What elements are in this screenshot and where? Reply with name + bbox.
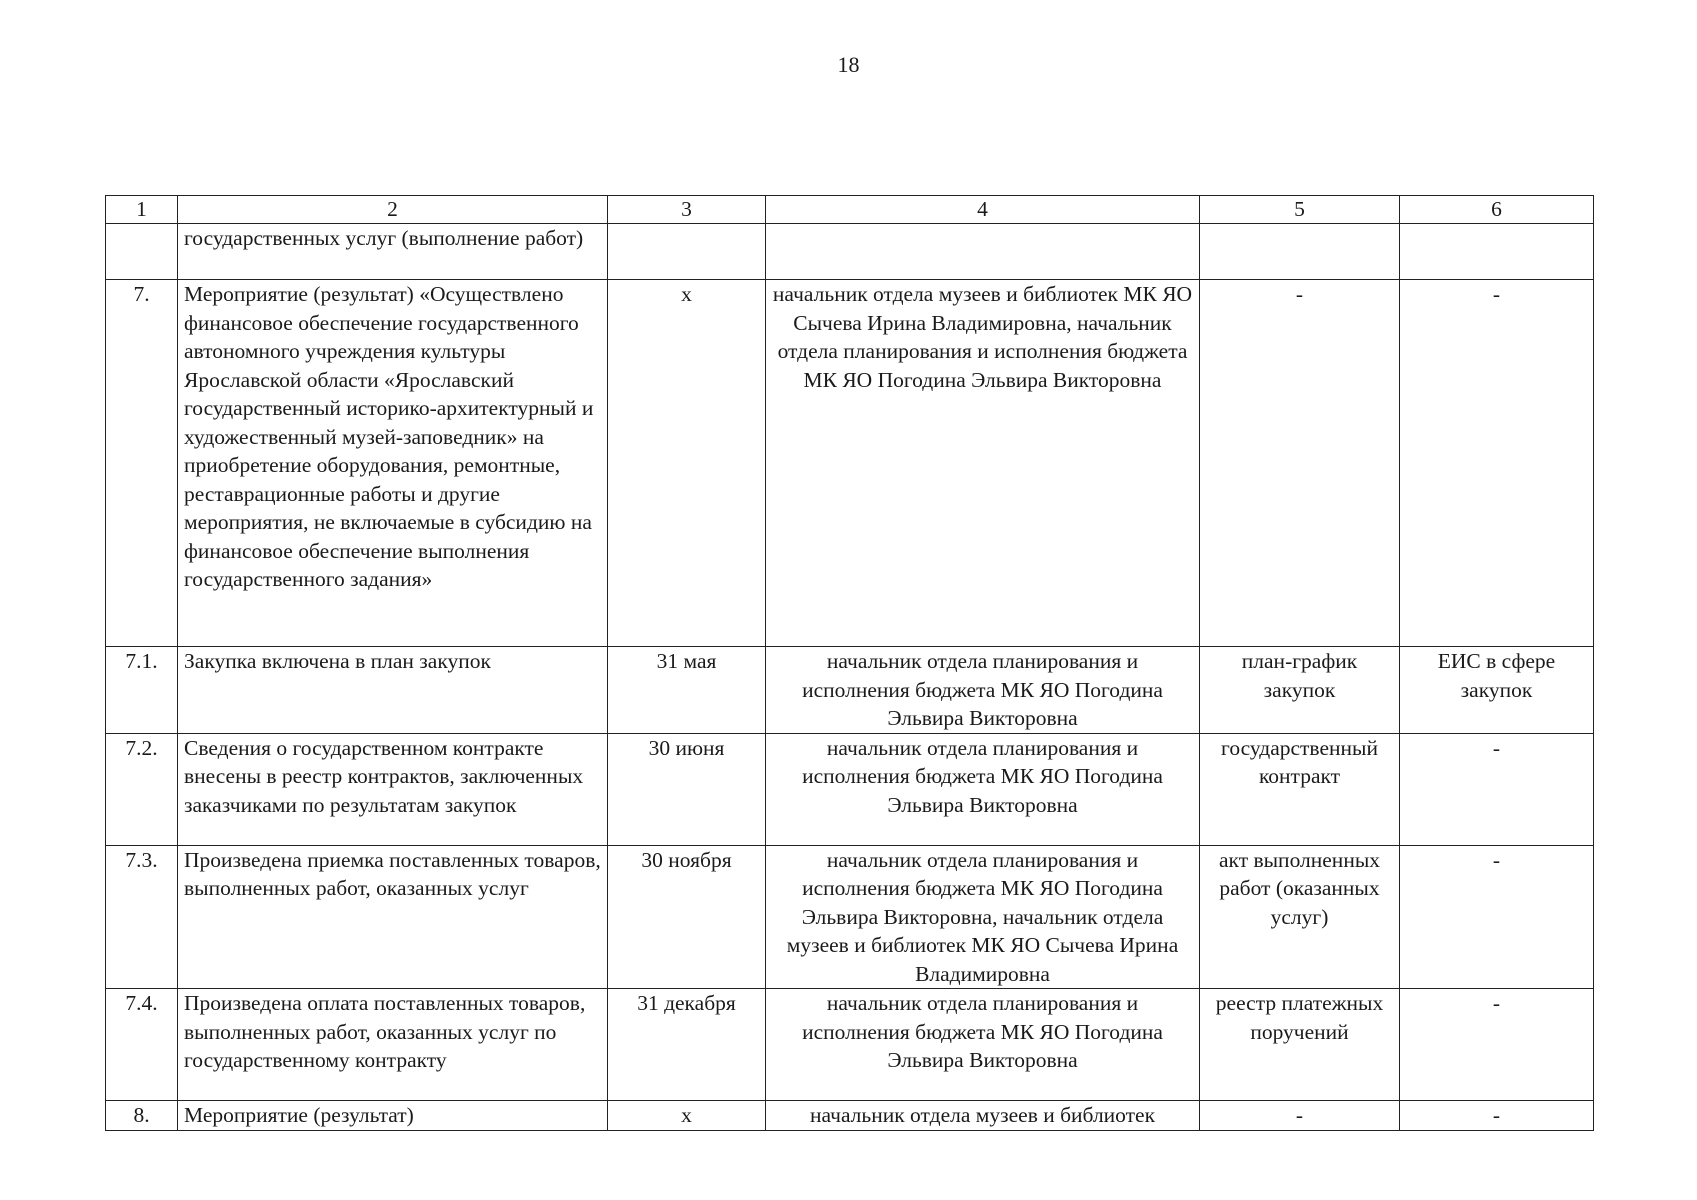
table-row — [106, 280, 1594, 647]
measure-name: Произведена оплата поставленных товаров, выполненных работ, оказанных услуг по государственному контракту — [178, 989, 608, 1101]
deadline: х — [608, 280, 766, 647]
info-system: ЕИС в сфере закупок — [1400, 647, 1594, 734]
header-row — [106, 196, 1594, 224]
measure-name: Закупка включена в план закупок — [178, 647, 608, 734]
deadline: 31 мая — [608, 647, 766, 734]
document-type: - — [1200, 280, 1400, 647]
column-header-4: 4 — [766, 196, 1200, 224]
responsible — [766, 224, 1200, 280]
deadline — [608, 224, 766, 280]
row-number: 8. — [106, 1101, 178, 1131]
column-header-3: 3 — [608, 196, 766, 224]
document-type: реестр платежных поручений — [1200, 989, 1400, 1101]
table-row — [106, 647, 1594, 734]
deadline: 30 июня — [608, 733, 766, 845]
measure-name: Мероприятие (результат) «Осуществлено финансовое обеспечение государственного автономного учреждения культуры Ярославской области «Ярославский государственный историко-архитектурный и художественный музей-заповедник» на приобретение оборудования, ремонтные, реставрационные работы и другие мероприятия, не включаемые в субсидию на финансовое обеспечение выполнения государственного задания» — [178, 280, 608, 647]
document-type: государственный контракт — [1200, 733, 1400, 845]
info-system: - — [1400, 1101, 1594, 1131]
deadline: х — [608, 1101, 766, 1131]
measure-name: Сведения о государственном контракте внесены в реестр контрактов, заключенных заказчиками по результатам закупок — [178, 733, 608, 845]
info-system: - — [1400, 989, 1594, 1101]
row-number: 7. — [106, 280, 178, 647]
deadline: 30 ноября — [608, 845, 766, 989]
row-number: 7.4. — [106, 989, 178, 1101]
row-number: 7.2. — [106, 733, 178, 845]
measure-name: Произведена приемка поставленных товаров, выполненных работ, оказанных услуг — [178, 845, 608, 989]
table-row — [106, 845, 1594, 989]
table-row — [106, 1101, 1594, 1131]
column-header-1: 1 — [106, 196, 178, 224]
info-system: - — [1400, 733, 1594, 845]
document-type: акт выполненных работ (оказанных услуг) — [1200, 845, 1400, 989]
responsible: начальник отдела музеев и библиотек МК ЯО Сычева Ирина Владимировна, начальник отдела планирования и исполнения бюджета МК ЯО Погодина Эльвира Викторовна — [766, 280, 1200, 647]
info-system — [1400, 224, 1594, 280]
responsible: начальник отдела музеев и библиотек — [766, 1101, 1200, 1131]
info-system: - — [1400, 280, 1594, 647]
table-row — [106, 224, 1594, 280]
responsible: начальник отдела планирования и исполнения бюджета МК ЯО Погодина Эльвира Викторовна — [766, 647, 1200, 734]
document-type: план-график закупок — [1200, 647, 1400, 734]
column-header-6: 6 — [1400, 196, 1594, 224]
responsible: начальник отдела планирования и исполнения бюджета МК ЯО Погодина Эльвира Викторовна, начальник отдела музеев и библиотек МК ЯО Сычева Ирина Владимировна — [766, 845, 1200, 989]
column-header-2: 2 — [178, 196, 608, 224]
table-row — [106, 733, 1594, 845]
measure-name: Мероприятие (результат) — [178, 1101, 608, 1131]
responsible: начальник отдела планирования и исполнения бюджета МК ЯО Погодина Эльвира Викторовна — [766, 989, 1200, 1101]
responsible: начальник отдела планирования и исполнения бюджета МК ЯО Погодина Эльвира Викторовна — [766, 733, 1200, 845]
row-number — [106, 224, 178, 280]
measures-table — [105, 195, 1594, 1131]
table-row — [106, 989, 1594, 1101]
document-type — [1200, 224, 1400, 280]
measure-name: государственных услуг (выполнение работ) — [178, 224, 608, 280]
info-system: - — [1400, 845, 1594, 989]
document-type: - — [1200, 1101, 1400, 1131]
row-number: 7.1. — [106, 647, 178, 734]
page-number: 18 — [837, 52, 860, 77]
column-header-5: 5 — [1200, 196, 1400, 224]
row-number: 7.3. — [106, 845, 178, 989]
deadline: 31 декабря — [608, 989, 766, 1101]
